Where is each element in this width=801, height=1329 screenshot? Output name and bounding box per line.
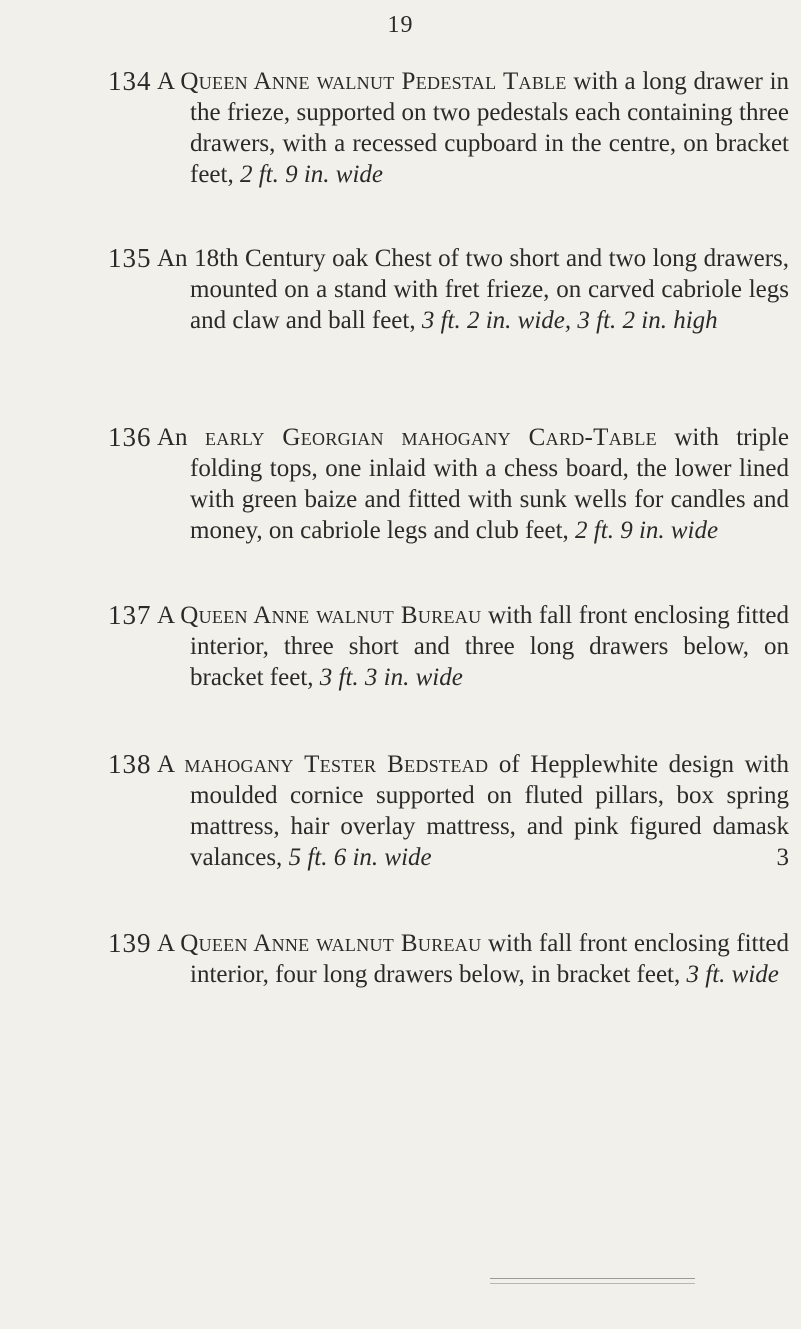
page-number: 19 <box>387 12 414 38</box>
lot-title: mahogany Tester Bedstead <box>184 751 489 778</box>
lot-body: with fall front enclosing fitted interior, four long drawers below, in bracket feet, <box>190 930 790 988</box>
lot-price: 3 <box>776 844 789 871</box>
lot-body: with a long drawer in the frieze, supported on two pedestals each containing three drawers, with a recessed cupboard in the centre, on bracket feet, <box>190 68 790 188</box>
lot-description <box>157 749 789 873</box>
lot-description <box>157 928 789 990</box>
lot-body: of Hepplewhite design with moulded cornice supported on fluted pillars, box spring mattress, hair overlay mattress, and pink figured damask valances, <box>190 751 790 871</box>
lot-number: 137 <box>108 600 152 630</box>
lot-dimensions: 3 ft. 2 in. wide, 3 ft. 2 in. high <box>421 307 718 334</box>
lot-number: 135 <box>108 243 152 273</box>
lot-lead: A <box>157 930 174 957</box>
lot-title: Queen Anne walnut Bureau <box>180 930 482 957</box>
lot-number: 139 <box>108 928 152 958</box>
lot-description <box>157 422 789 546</box>
lot-lead: A <box>157 751 174 778</box>
lot-description <box>157 600 789 693</box>
lot-lead: An <box>157 424 188 451</box>
lot-dimensions: 3 ft. wide <box>686 961 779 988</box>
lot-description <box>157 66 789 190</box>
lot-body: 18th Century oak Chest of two short and two long drawers, mounted on a stand with fret frieze, on carved cabriole legs and claw and ball feet, <box>190 245 789 334</box>
lot-lead: An <box>157 245 188 272</box>
lot-dimensions: 2 ft. 9 in. wide <box>575 517 719 544</box>
lot-lead: A <box>157 602 174 629</box>
lot-dimensions: 3 ft. 3 in. wide <box>319 664 463 691</box>
lot-body: with fall front enclosing fitted interior, three short and three long drawers below, on bracket feet, <box>190 602 790 691</box>
lot-dimensions: 5 ft. 6 in. wide <box>288 844 432 871</box>
lot-description <box>157 243 789 336</box>
lot-lead: A <box>157 68 174 95</box>
lot-title: early Georgian mahogany Card-Table <box>204 424 657 451</box>
divider-rule <box>490 1283 695 1284</box>
lot-title: Queen Anne walnut Pedestal Table <box>180 68 567 95</box>
lot-number: 138 <box>108 749 152 779</box>
lot-number: 134 <box>108 66 152 96</box>
lot-number: 136 <box>108 422 152 452</box>
divider-rule <box>490 1278 695 1279</box>
lot-title: Queen Anne walnut Bureau <box>180 602 482 629</box>
lot-dimensions: 2 ft. 9 in. wide <box>239 161 384 188</box>
lot-body: with triple folding tops, one inlaid with a chess board, the lower lined with green baize and fitted with sunk wells for candles and money, on cabriole legs and club feet, <box>190 424 789 544</box>
